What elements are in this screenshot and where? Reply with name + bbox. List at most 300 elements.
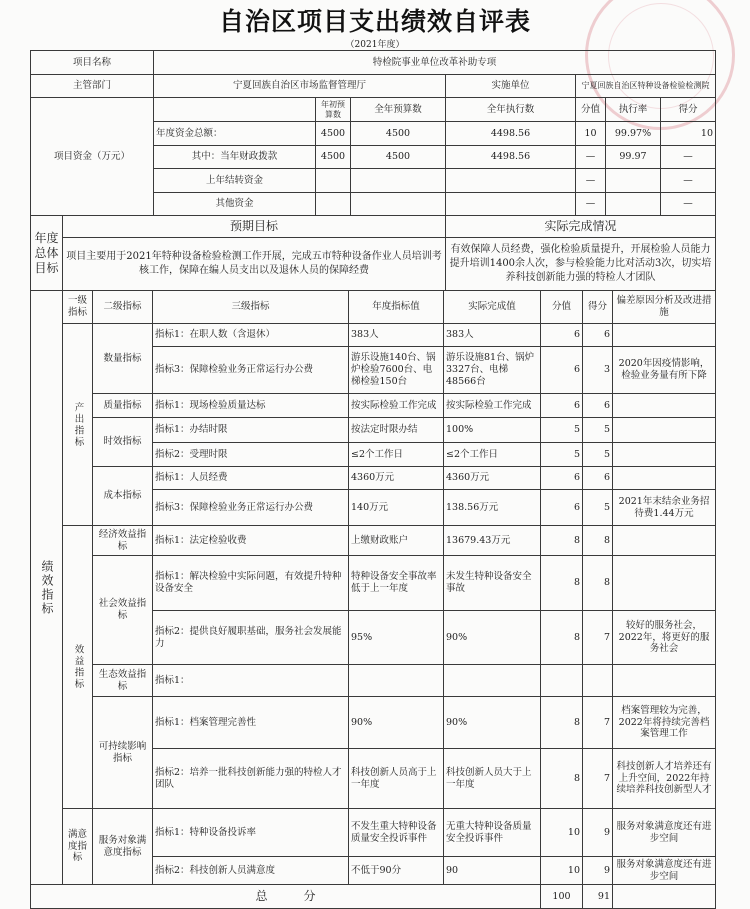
- header-annual-target: [348, 290, 444, 324]
- indicator-row-3-score: [582, 417, 613, 443]
- funds-row-3-executed: [445, 192, 576, 216]
- indicator-row-14-score: [582, 856, 613, 885]
- indicator-row-14-target: [348, 856, 444, 885]
- header-score: [582, 290, 613, 324]
- level1-benefit: [62, 525, 93, 809]
- indicator-row-14-actual: [443, 856, 541, 885]
- indicator-row-7-target: [348, 525, 444, 556]
- indicator-row-12-note: [612, 748, 716, 809]
- indicator-row-9-target: [348, 610, 444, 665]
- indicator-row-14-name: [152, 856, 349, 885]
- indicator-row-4-score-text: 5: [603, 448, 610, 460]
- indicator-row-8-value: [540, 555, 583, 611]
- indicator-row-5-actual: [443, 466, 541, 490]
- header-level1-text: 一级指标: [67, 295, 87, 318]
- indicator-row-11-value: [540, 696, 583, 749]
- funds-header-initial-budget-text: 年初预算数: [321, 99, 345, 119]
- actual-completion-text-text: 有效保障人员经费，强化检验质量提升，开展检验人员能力提升培训1400余人次，参与检验能力比对活动3次，切实培养科技创新能力强的特检人才团队: [449, 244, 712, 283]
- indicator-row-14-actual-text: 90: [446, 864, 459, 876]
- indicator-row-6-note-text: 2021年末结余业务招待费1.44万元: [618, 495, 710, 519]
- funds-row-2-score-text: —: [683, 174, 693, 186]
- indicator-row-8-score: [582, 555, 613, 611]
- funds-row-1-score_value: [575, 145, 606, 169]
- indicator-row-0-name-text: 指标1：在职人数（含退休）: [155, 329, 276, 341]
- indicator-row-7-score: [582, 525, 613, 556]
- expected-goal-text-text: 项目主要用于2021年特种设备检验检测工作开展，完成五市特种设备作业人员培训考核工作，保障在编人员支出以及退休人员的保障经费: [66, 251, 442, 276]
- indicator-row-9-note-text: 较好的服务社会，2022年，将更好的服务社会: [618, 619, 710, 655]
- indicator-row-9-actual-text: 90%: [446, 631, 468, 643]
- funds-row-0-label: [153, 121, 316, 146]
- indicator-row-12-note-text: 科技创新人才培养还有上升空间，2022年持续培养科技创新型人才: [616, 760, 712, 796]
- indicator-row-13-note-text: 服务对象满意度还有进步空间: [616, 820, 712, 844]
- indicator-row-14-score-text: 9: [603, 864, 610, 876]
- indicator-row-13-score: [582, 808, 613, 857]
- header-score-value-text: 分值: [551, 301, 571, 313]
- indicator-row-9-value-text: 8: [573, 631, 580, 643]
- indicator-row-14-value-text: 10: [567, 864, 580, 876]
- indicator-row-10-name: [152, 664, 349, 697]
- indicator-row-11-note: [612, 696, 716, 749]
- funds-header-executed-text: 全年执行数: [486, 103, 535, 115]
- project-funds-label: [30, 97, 154, 216]
- indicator-row-6-name: [152, 489, 349, 526]
- indicator-row-1-name-text: 指标3：保障检验业务正常运行办公费: [155, 364, 314, 376]
- actual-completion-text: [445, 237, 716, 291]
- indicator-row-8-target: [348, 555, 444, 611]
- indicator-row-0-target: [348, 323, 444, 347]
- indicator-row-3-actual: [443, 417, 541, 443]
- indicator-row-1-note-text: 2020年因疫情影响，检验业务量有所下降: [618, 358, 710, 381]
- header-actual-value: [443, 290, 541, 324]
- indicator-row-6-note: [612, 489, 716, 526]
- indicator-row-1-value: [540, 346, 583, 394]
- indicator-row-6-target-text: 140万元: [351, 501, 389, 513]
- indicator-row-0-score-text: 6: [603, 329, 610, 341]
- indicator-row-1-actual-text: 游乐设施81台、锅炉3327台、电梯48566台: [446, 352, 535, 387]
- level1-satisfaction-text: 满意度指标: [67, 828, 87, 864]
- indicator-row-0-value-text: 6: [573, 329, 580, 341]
- total-score: [582, 884, 613, 909]
- indicator-row-0-name: [152, 323, 349, 347]
- indicator-row-4-actual: [443, 442, 541, 467]
- funds-row-1-score: [660, 145, 716, 169]
- indicator-row-3-value: [540, 417, 583, 443]
- indicator-row-1-actual: [443, 346, 541, 394]
- indicator-row-0-actual-text: 383人: [446, 329, 474, 341]
- funds-row-2-score_value: [575, 168, 606, 193]
- funds-header-annual-budget-text: 全年预算数: [374, 103, 422, 115]
- header-level2-text: 二级指标: [103, 301, 142, 313]
- funds-row-3-annual: [350, 192, 446, 216]
- header-deviation-analysis-text: 偏差原因分析及改进措施: [616, 295, 712, 318]
- indicator-row-10-target: [348, 664, 444, 697]
- funds-row-1-initial-text: 4500: [320, 151, 346, 163]
- indicator-row-7-value-text: 8: [573, 534, 580, 546]
- expected-goal-text: [62, 237, 446, 291]
- funds-row-1-initial: [315, 145, 351, 169]
- funds-row-2-label: [153, 168, 316, 193]
- indicator-row-4-note: [612, 442, 716, 467]
- indicator-row-8-note: [612, 555, 716, 611]
- expected-goal-header-text: 预期目标: [229, 219, 278, 233]
- level2-quantity-text: 数量指标: [103, 352, 142, 364]
- level2-economic-benefit: [92, 525, 153, 556]
- level2-sustainable-impact-text: 可持续影响指标: [98, 740, 147, 764]
- funds-row-2-initial: [315, 168, 351, 193]
- indicator-row-4-value-text: 5: [573, 448, 580, 460]
- funds-row-1-rate-text: 99.97: [619, 151, 647, 163]
- indicator-row-1-name: [152, 346, 349, 394]
- indicator-row-7-target-text: 上缴财政账户: [351, 534, 409, 546]
- indicator-row-11-value-text: 8: [573, 716, 580, 728]
- level2-client-satisfaction: [92, 808, 153, 885]
- indicator-row-10-name-text: 指标1：: [155, 674, 190, 686]
- indicator-row-13-value-text: 10: [567, 826, 580, 838]
- indicator-row-4-actual-text: ≤2个工作日: [446, 448, 499, 460]
- header-actual-value-text: 实际完成值: [468, 301, 516, 313]
- indicator-row-5-name-text: 指标1：人员经费: [155, 472, 228, 484]
- indicator-row-5-value: [540, 466, 583, 490]
- level2-economic-benefit-text: 经济效益指标: [98, 528, 147, 552]
- level2-client-satisfaction-text: 服务对象满意度指标: [98, 834, 147, 858]
- funds-row-3-score_value: [575, 192, 606, 216]
- indicator-row-11-actual-text: 90%: [446, 716, 468, 728]
- level1-benefit-text: 效益指标: [72, 644, 84, 690]
- indicator-row-7-actual: [443, 525, 541, 556]
- funds-row-2-score: [660, 168, 716, 193]
- indicator-row-3-name: [152, 417, 349, 443]
- indicator-row-4-target-text: ≤2个工作日: [351, 448, 404, 460]
- indicator-row-0-actual: [443, 323, 541, 347]
- performance-indicators-label-text: 绩效指标: [40, 559, 54, 616]
- indicator-row-8-name-text: 指标1：解决检验中实际问题，有效提升特种设备安全: [155, 571, 342, 594]
- indicator-row-6-value: [540, 489, 583, 526]
- funds-row-0-annual-text: 4500: [385, 127, 411, 139]
- funds-row-3-rate: [605, 192, 661, 216]
- level2-cost: [92, 466, 153, 526]
- actual-completion-header-text: 实际完成情况: [544, 219, 617, 233]
- indicator-row-3-actual-text: 100%: [446, 424, 474, 436]
- indicator-row-9-value: [540, 610, 583, 665]
- level2-quality-text: 质量指标: [103, 399, 142, 411]
- funds-row-3-score_value-text: —: [585, 198, 596, 210]
- indicator-row-11-target: [348, 696, 444, 749]
- indicator-row-9-score-text: 7: [603, 631, 610, 643]
- indicator-row-12-score: [582, 748, 613, 809]
- total-score-value: [540, 884, 583, 909]
- level1-satisfaction: [62, 808, 93, 885]
- indicator-row-4-target: [348, 442, 444, 467]
- level2-cost-text: 成本指标: [103, 490, 142, 502]
- indicator-row-2-name-text: 指标1：现场检验质量达标: [155, 399, 266, 411]
- indicator-row-2-note: [612, 393, 716, 418]
- project-name-value-text: 特检院事业单位改革补助专项: [372, 56, 497, 68]
- indicator-row-11-name: [152, 696, 349, 749]
- total-score-value-text: 100: [552, 890, 571, 902]
- indicator-row-0-score: [582, 323, 613, 347]
- indicator-row-2-target: [348, 393, 444, 418]
- indicator-row-14-value: [540, 856, 583, 885]
- supervising-dept-value-text: 宁夏回族自治区市场监督管理厅: [232, 80, 366, 92]
- level2-timeliness: [92, 417, 153, 467]
- indicator-row-13-actual-text: 无重大特种设备质量安全投诉事件: [446, 820, 532, 844]
- funds-row-1-score_value-text: —: [585, 151, 596, 163]
- indicator-row-8-actual-text: 未发生特种设备安全事故: [446, 571, 532, 594]
- indicator-row-6-target: [348, 489, 444, 526]
- indicator-row-8-score-text: 8: [603, 577, 610, 589]
- indicator-row-13-actual: [443, 808, 541, 857]
- level1-output-text: 产出指标: [72, 401, 84, 448]
- indicator-row-13-target-text: 不发生重大特种设备质量安全投诉事件: [351, 820, 437, 844]
- indicator-row-4-score: [582, 442, 613, 467]
- indicator-row-8-value-text: 8: [573, 577, 580, 589]
- indicator-row-11-target-text: 90%: [351, 716, 373, 728]
- indicator-row-3-name-text: 指标1：办结时限: [155, 424, 228, 436]
- indicator-row-8-name: [152, 555, 349, 611]
- funds-row-2-score_value-text: —: [585, 174, 596, 186]
- indicator-row-13-value: [540, 808, 583, 857]
- indicator-row-4-value: [540, 442, 583, 467]
- header-score-text: 得分: [587, 301, 607, 313]
- funds-header-exec-rate: [605, 97, 661, 122]
- indicator-row-7-score-text: 8: [603, 534, 610, 546]
- funds-header-blank: [153, 97, 316, 122]
- funds-header-score-value-text: 分值: [580, 103, 600, 115]
- supervising-dept-label-text: 主管部门: [72, 80, 111, 92]
- funds-header-score-text: 得分: [678, 103, 698, 115]
- funds-header-exec-rate-text: 执行率: [618, 103, 648, 115]
- indicator-row-9-name-text: 指标2：提供良好履职基础，服务社会发展能力: [155, 625, 342, 649]
- performance-indicators-label: [30, 290, 63, 885]
- funds-row-3-label-text: 其他资金: [215, 198, 254, 210]
- indicator-row-2-target-text: 按实际检验工作完成: [351, 399, 437, 411]
- indicator-row-11-score-text: 7: [603, 716, 610, 728]
- indicator-row-7-name-text: 指标1：法定检验收费: [155, 534, 247, 546]
- indicator-row-12-value: [540, 748, 583, 809]
- indicator-row-1-score-text: 3: [603, 364, 610, 376]
- indicator-row-11-score: [582, 696, 613, 749]
- indicator-row-3-score-text: 5: [603, 424, 610, 436]
- indicator-row-11-note-text: 档案管理较为完善，2022年将持续完善档案管理工作: [618, 704, 710, 740]
- indicator-row-9-name: [152, 610, 349, 665]
- header-annual-target-text: 年度指标值: [372, 301, 420, 313]
- indicator-row-9-score: [582, 610, 613, 665]
- project-name-label-text: 项目名称: [72, 56, 111, 68]
- indicator-row-3-target-text: 按法定时限办结: [351, 424, 418, 436]
- funds-row-0-executed: [445, 121, 576, 146]
- indicator-row-13-name: [152, 808, 349, 857]
- indicator-row-7-actual-text: 13679.43万元: [446, 534, 511, 546]
- indicator-row-5-note: [612, 466, 716, 490]
- indicator-row-10-actual: [443, 664, 541, 697]
- level2-ecological-benefit: [92, 664, 153, 697]
- level1-output: [62, 323, 93, 526]
- indicator-row-4-name-text: 指标2：受理时限: [155, 448, 228, 460]
- total-blank: [612, 884, 716, 909]
- indicator-row-7-value: [540, 525, 583, 556]
- indicator-row-3-target: [348, 417, 444, 443]
- indicator-row-7-name: [152, 525, 349, 556]
- indicator-row-9-target-text: 95%: [351, 631, 373, 643]
- indicator-row-11-actual: [443, 696, 541, 749]
- funds-header-executed: [445, 97, 576, 122]
- funds-header-score: [660, 97, 716, 122]
- implementing-unit-label: [445, 74, 576, 98]
- level2-sustainable-impact: [92, 696, 153, 809]
- total-label: [30, 884, 541, 909]
- funds-row-1-executed: [445, 145, 576, 169]
- indicator-row-0-target-text: 383人: [351, 329, 379, 341]
- funds-row-0-annual: [350, 121, 446, 146]
- funds-row-2-rate: [605, 168, 661, 193]
- indicator-row-8-target-text: 特种设备安全事故率低于上一年度: [351, 571, 437, 594]
- funds-row-0-score: [660, 121, 716, 146]
- funds-row-1-rate: [605, 145, 661, 169]
- level2-social-benefit-text: 社会效益指标: [98, 598, 147, 621]
- indicator-row-1-note: [612, 346, 716, 394]
- funds-header-score-value: [575, 97, 606, 122]
- indicator-row-1-target: [348, 346, 444, 394]
- indicator-row-0-note: [612, 323, 716, 347]
- indicator-row-1-target-text: 游乐设施140台、锅炉检验7600台、电梯检验150台: [351, 352, 436, 387]
- indicator-row-12-actual: [443, 748, 541, 809]
- total-score-text: 91: [597, 890, 610, 902]
- indicator-row-5-target-text: 4360万元: [351, 472, 395, 484]
- level2-quantity: [92, 323, 153, 394]
- project-name-label: [30, 50, 154, 75]
- indicator-row-13-target: [348, 808, 444, 857]
- funds-row-3-score: [660, 192, 716, 216]
- indicator-row-2-value: [540, 393, 583, 418]
- funds-row-1-label-text: 其中：当年财政拨款: [191, 151, 278, 163]
- indicator-row-2-score-text: 6: [603, 399, 610, 411]
- indicator-row-4-name: [152, 442, 349, 467]
- indicator-row-10-note: [612, 664, 716, 697]
- page-subtitle: （2021年度）: [345, 40, 405, 50]
- indicator-row-13-name-text: 指标1：特种设备投诉率: [155, 826, 257, 838]
- indicator-row-8-actual: [443, 555, 541, 611]
- supervising-dept-label: [30, 74, 154, 98]
- indicator-row-12-target-text: 科技创新人员高于上一年度: [351, 766, 437, 790]
- funds-row-1-score-text: —: [683, 151, 693, 163]
- funds-row-0-label-text: 年度资金总额：: [156, 127, 223, 139]
- total-label-text: 总 分: [255, 889, 316, 903]
- funds-row-2-executed: [445, 168, 576, 193]
- indicator-row-9-actual: [443, 610, 541, 665]
- indicator-row-12-target: [348, 748, 444, 809]
- funds-row-0-score_value-text: 10: [584, 127, 597, 139]
- level2-quality: [92, 393, 153, 418]
- indicator-row-3-value-text: 5: [573, 424, 580, 436]
- indicator-row-2-actual: [443, 393, 541, 418]
- indicator-row-1-score: [582, 346, 613, 394]
- indicator-row-5-score-text: 6: [603, 472, 610, 484]
- indicator-row-2-name: [152, 393, 349, 418]
- indicator-row-12-name: [152, 748, 349, 809]
- indicator-row-6-score: [582, 489, 613, 526]
- indicator-row-5-target: [348, 466, 444, 490]
- funds-row-1-annual-text: 4500: [385, 151, 411, 163]
- funds-header-initial-budget: [315, 97, 351, 122]
- indicator-row-5-score: [582, 466, 613, 490]
- funds-row-0-initial: [315, 121, 351, 146]
- indicator-row-5-actual-text: 4360万元: [446, 472, 490, 484]
- funds-row-0-rate: [605, 121, 661, 146]
- header-level1: [62, 290, 93, 324]
- funds-row-1-executed-text: 4498.56: [490, 151, 531, 163]
- funds-row-2-annual: [350, 168, 446, 193]
- funds-row-0-rate-text: 99.97%: [614, 127, 652, 139]
- funds-row-0-initial-text: 4500: [320, 127, 346, 139]
- header-level3-text: 三级指标: [231, 301, 270, 313]
- indicator-row-12-name-text: 指标2：培养一批科技创新能力强的特检人才团队: [155, 766, 342, 790]
- level2-ecological-benefit-text: 生态效益指标: [98, 668, 147, 692]
- implementing-unit-label-text: 实施单位: [491, 80, 530, 92]
- implementing-unit-value: [575, 74, 716, 98]
- level2-social-benefit: [92, 555, 153, 665]
- actual-completion-header: [445, 215, 716, 238]
- annual-goal-label-text: 年度总体目标: [34, 230, 59, 275]
- header-deviation-analysis: [612, 290, 716, 324]
- indicator-row-6-name-text: 指标3：保障检验业务正常运行办公费: [155, 501, 314, 513]
- indicator-row-6-value-text: 6: [573, 501, 580, 513]
- implementing-unit-value-text: 宁夏回族自治区特种设备检验检测院: [581, 81, 710, 90]
- header-score-value: [540, 290, 583, 324]
- page-title: 自治区项目支出绩效自评表: [218, 7, 531, 36]
- indicator-row-6-actual-text: 138.56万元: [446, 501, 499, 513]
- indicator-row-12-score-text: 7: [603, 772, 610, 784]
- funds-header-annual-budget: [350, 97, 446, 122]
- annual-goal-label: [30, 215, 63, 291]
- funds-row-2-label-text: 上年结转资金: [205, 174, 263, 186]
- funds-row-3-label: [153, 192, 316, 216]
- indicator-row-14-name-text: 指标2：科技创新人员满意度: [155, 864, 276, 876]
- expected-goal-header: [62, 215, 446, 238]
- indicator-row-5-value-text: 6: [573, 472, 580, 484]
- indicator-row-6-actual: [443, 489, 541, 526]
- indicator-row-14-note-text: 服务对象满意度还有进步空间: [616, 858, 712, 882]
- indicator-row-10-score: [582, 664, 613, 697]
- supervising-dept-value: [153, 74, 446, 98]
- indicator-row-13-note: [612, 808, 716, 857]
- indicator-row-2-value-text: 6: [573, 399, 580, 411]
- header-level2: [92, 290, 153, 324]
- project-name-value: [153, 50, 716, 75]
- indicator-row-12-value-text: 8: [573, 772, 580, 784]
- indicator-row-2-actual-text: 按实际检验工作完成: [446, 399, 532, 411]
- indicator-row-12-actual-text: 科技创新人员大于上一年度: [446, 766, 532, 790]
- indicator-row-7-note: [612, 525, 716, 556]
- indicator-row-5-name: [152, 466, 349, 490]
- funds-row-1-annual: [350, 145, 446, 169]
- funds-row-3-score-text: —: [683, 198, 693, 210]
- indicator-row-14-note: [612, 856, 716, 885]
- indicator-row-13-score-text: 9: [603, 826, 610, 838]
- indicator-row-14-target-text: 不低于90分: [351, 864, 402, 876]
- indicator-row-9-note: [612, 610, 716, 665]
- indicator-row-0-value: [540, 323, 583, 347]
- indicator-row-6-score-text: 5: [603, 501, 610, 513]
- header-level3: [152, 290, 349, 324]
- funds-row-0-score_value: [575, 121, 606, 146]
- funds-row-3-initial: [315, 192, 351, 216]
- level2-timeliness-text: 时效指标: [103, 436, 142, 448]
- indicator-row-3-note: [612, 417, 716, 443]
- funds-row-0-executed-text: 4498.56: [490, 127, 531, 139]
- project-funds-label-text: 项目资金（万元）: [53, 150, 130, 162]
- indicator-row-1-value-text: 6: [573, 364, 580, 376]
- indicator-row-2-score: [582, 393, 613, 418]
